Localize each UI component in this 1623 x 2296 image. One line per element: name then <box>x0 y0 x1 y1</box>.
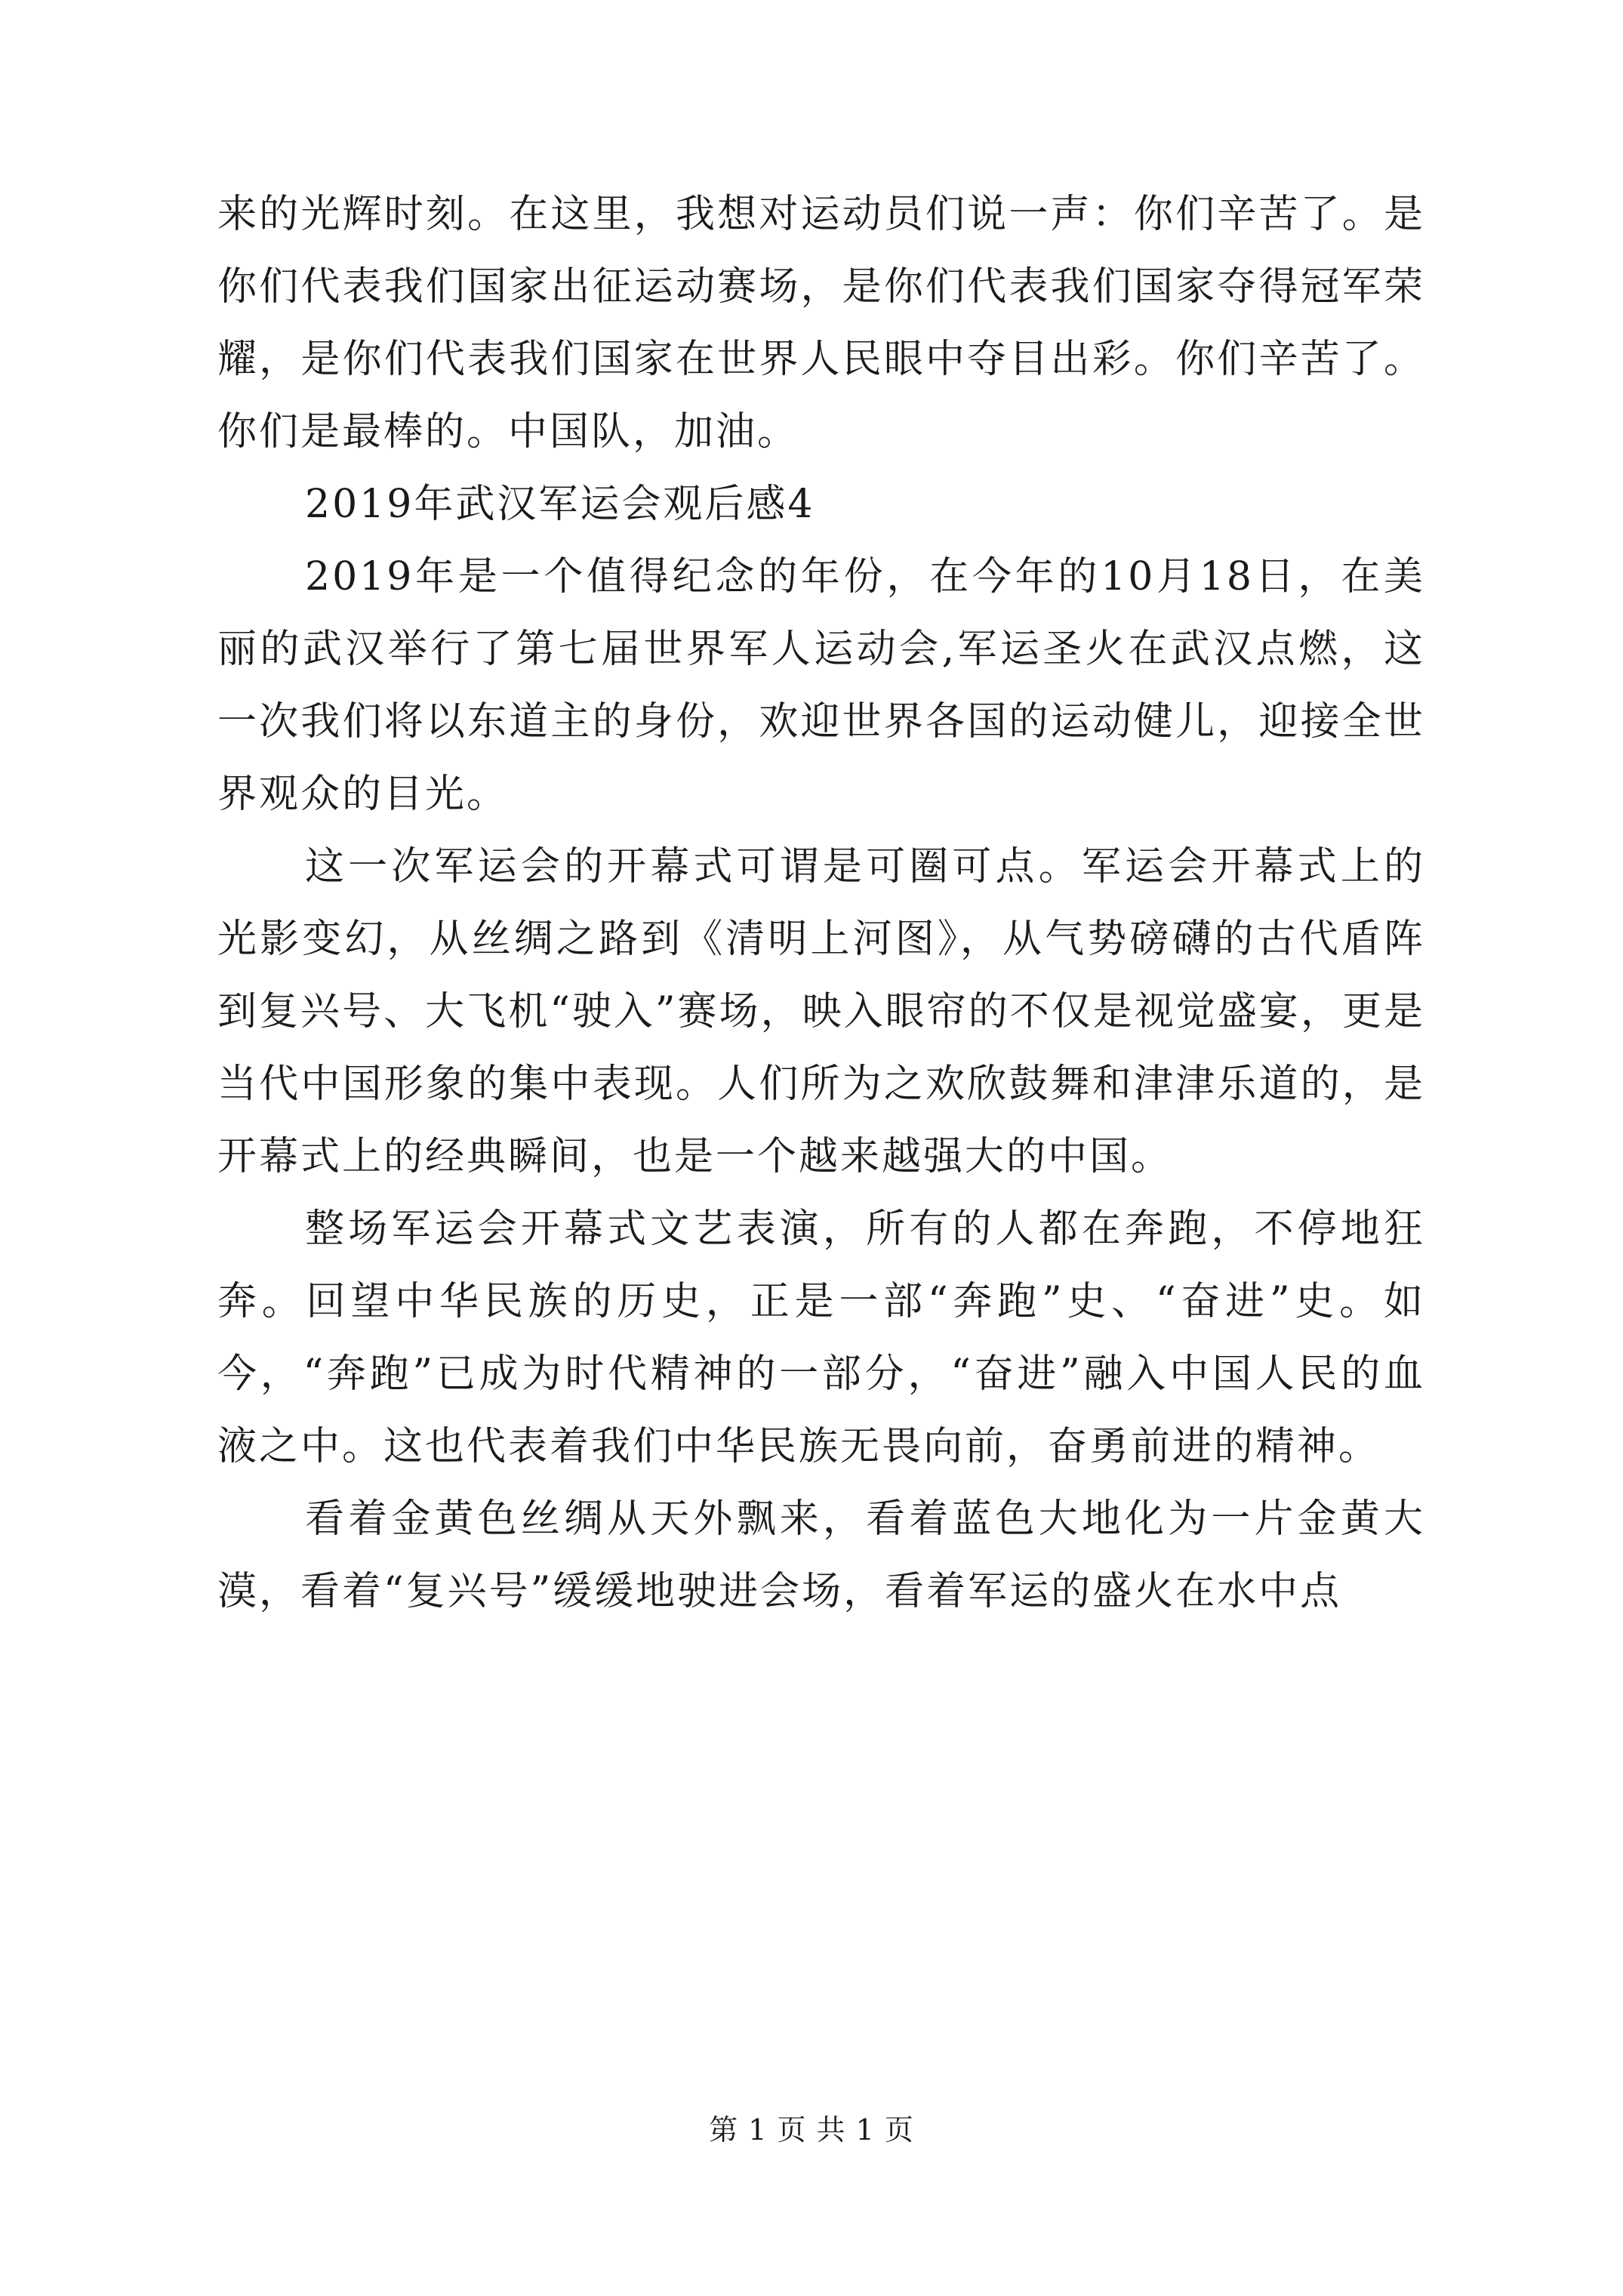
paragraph-continuation: 来的光辉时刻。在这里，我想对运动员们说一声：你们辛苦了。是你们代表我们国家出征运动赛场，是你们代表我们国家夺得冠军荣耀，是你们代表我们国家在世界人民眼中夺目出彩。你们辛苦了。你们是最棒的。中国队，加油。 <box>217 192 1425 455</box>
page-number-label: 第 1 页 共 1 页 <box>709 2113 914 2147</box>
page-footer <box>0 2111 1623 2149</box>
paragraph: 这一次军运会的开幕式可谓是可圈可点。军运会开幕式上的光影变幻，从丝绸之路到《清明上河图》，从气势磅礴的古代盾阵到复兴号、大飞机“驶入”赛场，映入眼帘的不仅是视觉盛宴，更是当代中国形象的集中表现。人们所为之欢欣鼓舞和津津乐道的，是开幕式上的经典瞬间，也是一个越来越强大的中国。 <box>217 844 1425 1179</box>
paragraph: 看着金黄色丝绸从天外飘来，看着蓝色大地化为一片金黄大漠，看着“复兴号”缓缓地驶进会场，看着军运的盛火在水中点 <box>217 1496 1425 1614</box>
paragraph: 2019年是一个值得纪念的年份，在今年的10月18日，在美丽的武汉举行了第七届世界军人运动会,军运圣火在武汉点燃，这一次我们将以东道主的身份，欢迎世界各国的运动健儿，迎接全世界观众的目光。 <box>217 554 1425 817</box>
document-body <box>217 178 1425 1628</box>
paragraph: 整场军运会开幕式文艺表演，所有的人都在奔跑，不停地狂奔。回望中华民族的历史，正是一部“奔跑”史、“奋进”史。如今，“奔跑”已成为时代精神的一部分，“奋进”融入中国人民的血液之中。这也代表着我们中华民族无畏向前，奋勇前进的精神。 <box>217 1207 1425 1469</box>
section-heading: 2019年武汉军运会观后感4 <box>305 482 815 527</box>
